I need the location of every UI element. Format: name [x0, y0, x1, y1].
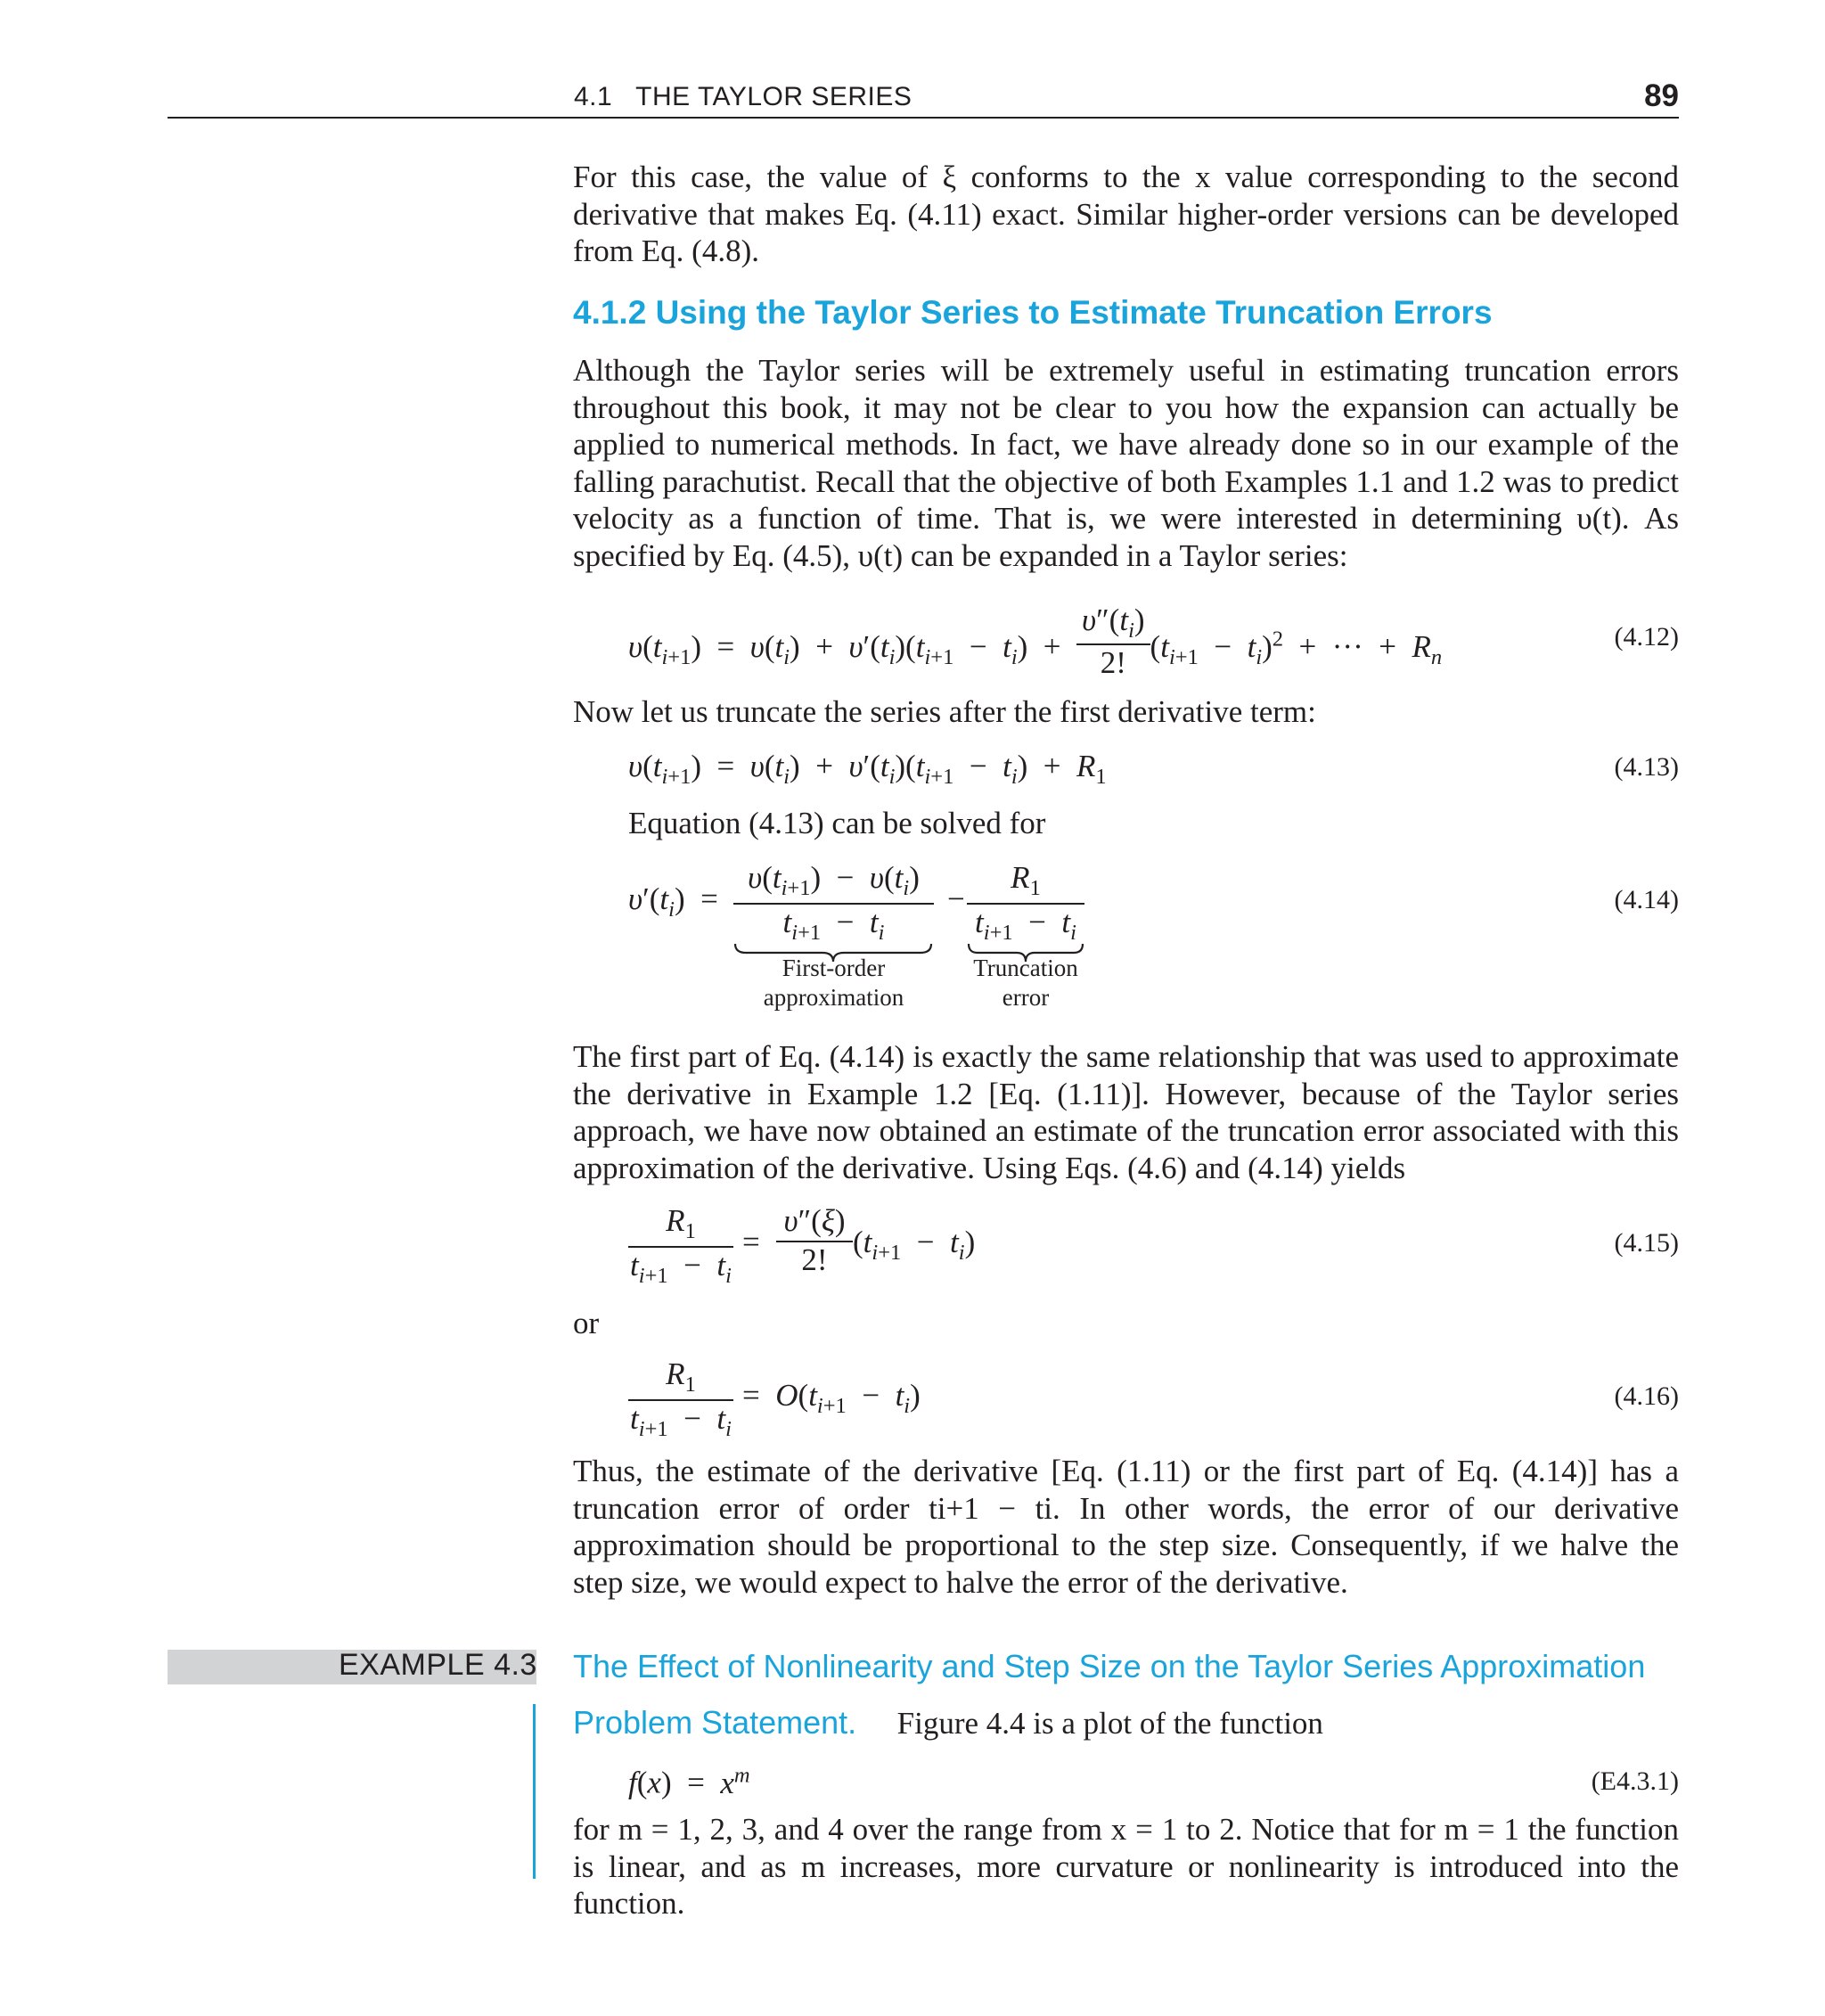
equation-e4-3-1 — [573, 1763, 1679, 1804]
equation-4-15 — [573, 1203, 1679, 1288]
equation-4-12-body: $\upsilon(t_{i+1}) = \upsilon(t_i) + \upsilon'(t_i)(t_{i+1} - t_i)$ + $\frac{\upsilon''(t_i)}{2!}$ $(t_{i+1} - t_i)^2$ + ··· + $R_n$ — [628, 602, 1443, 680]
brace-label-line: First-order — [782, 955, 886, 981]
equation-4-14 — [573, 860, 1679, 1020]
paragraph-intro: For this case, the value of ξ conforms to the x value corresponding to the second derivative that makes Eq. (4.11) exact. Similar higher-order versions can be developed from Eq. (4.8). — [573, 160, 1679, 268]
equation-4-15-rhs: $(t_{i+1} - t_i)$ — [853, 1225, 976, 1265]
equation-e4-3-1-body: $f(x) = x^m$ — [628, 1763, 750, 1800]
equation-number: (4.15) — [1614, 1228, 1679, 1258]
example-title: The Effect of Nonlinearity and Step Size on the Taylor Series Approximation — [573, 1648, 1646, 1684]
equation-4-16-rhs: = $O(t_{i+1} - t_i)$ — [742, 1378, 921, 1418]
equation-number: (4.12) — [1614, 622, 1679, 652]
equation-number: (4.14) — [1614, 885, 1679, 914]
minus-sign: − — [947, 881, 965, 916]
equation-4-16 — [573, 1356, 1679, 1441]
paragraph-taylor-usage: Although the Taylor series will be extremely useful in estimating truncation errors throughout this book, it may not be clear to you how the expansion can actually be applied to numerical methods. In fact, we have already done so in our example of the falling parachutist. Recall that the objective of both Examples 1.1 and 1.2 was to predict velocity as a function of time. That is, we were interested in determining υ(t). As specified by Eq. (4.5), υ(t) can be expanded in a Taylor series: — [573, 353, 1679, 573]
equation-number: (E4.3.1) — [1591, 1766, 1679, 1796]
brace-label-line: error — [1002, 984, 1050, 1011]
brace-label-line: Truncation — [973, 955, 1078, 981]
equation-4-15-frac: υ″(ξ) 2! — [776, 1203, 853, 1278]
section-title: 4.1.2 Using the Taylor Series to Estimate Truncation Errors — [573, 294, 1493, 331]
paragraph-truncate: Now let us truncate the series after the first derivative term: — [573, 694, 1316, 729]
example-vertical-rule — [533, 1704, 536, 1879]
equation-4-14-lhs: $\upsilon'(t_i)$ = — [628, 881, 718, 922]
brace-label-truncation — [963, 954, 1088, 1012]
equation-4-12 — [573, 595, 1679, 680]
equation-4-13 — [573, 749, 1679, 793]
equation-number: (4.16) — [1614, 1381, 1679, 1411]
brace-label-first-order — [724, 954, 943, 1012]
example-label: EXAMPLE 4.3 — [339, 1648, 537, 1682]
header-rule — [168, 117, 1679, 119]
problem-statement — [573, 1704, 1323, 1741]
problem-statement-text: Figure 4.4 is a plot of the function — [896, 1706, 1323, 1741]
paragraph-solve: Equation (4.13) can be solved for — [628, 806, 1046, 840]
equation-4-14-frac2: $R_1$ $t_{i+1} - t_i$ — [967, 860, 1084, 946]
running-head: 4.1 THE TAYLOR SERIES — [574, 82, 912, 111]
paragraph-function-range: for m = 1, 2, 3, and 4 over the range from x = 1 to 2. Notice that for m = 1 the function is linear, and as m increases, more curvature or nonlinearity is introduced into the function. — [573, 1812, 1679, 1921]
paragraph-conclusion: Thus, the estimate of the derivative [Eq. (1.11) or the first part of Eq. (4.14)] has a truncation error of order ti+1 − ti. In other words, the error of our derivative approximation should be proportional to the step size. Consequently, if we halve the step size, we would expect to halve the error of the derivative. — [573, 1454, 1679, 1600]
problem-statement-label: Problem Statement. — [573, 1704, 857, 1741]
equals-sign: = — [742, 1225, 760, 1259]
equation-4-15-lhs: $R_1$ $t_{i+1} - t_i$ — [628, 1203, 733, 1289]
equation-number: (4.13) — [1614, 752, 1679, 782]
brace-label-line: approximation — [763, 984, 904, 1011]
paragraph-or: or — [573, 1306, 600, 1340]
equation-4-16-lhs: $R_1$ $t_{i+1} - t_i$ — [628, 1356, 733, 1442]
equation-4-13-body: $\upsilon(t_{i+1}) = \upsilon(t_i) + \upsilon'(t_i)(t_{i+1} - t_i) + R_1$ — [628, 749, 1107, 789]
page-number: 89 — [1644, 78, 1679, 113]
equation-4-14-frac1: $\upsilon(t_{i+1}) - \upsilon(t_i)$ $t_{i+1} - t_i$ — [733, 860, 934, 946]
paragraph-first-part: The first part of Eq. (4.14) is exactly the same relationship that was used to approximate the derivative in Example 1.2 [Eq. (1.11)]. However, because of the Taylor series approach, we have now obtained an estimate of the truncation error associated with this approximation of the derivative. Using Eqs. (4.6) and (4.14) yields — [573, 1039, 1679, 1185]
